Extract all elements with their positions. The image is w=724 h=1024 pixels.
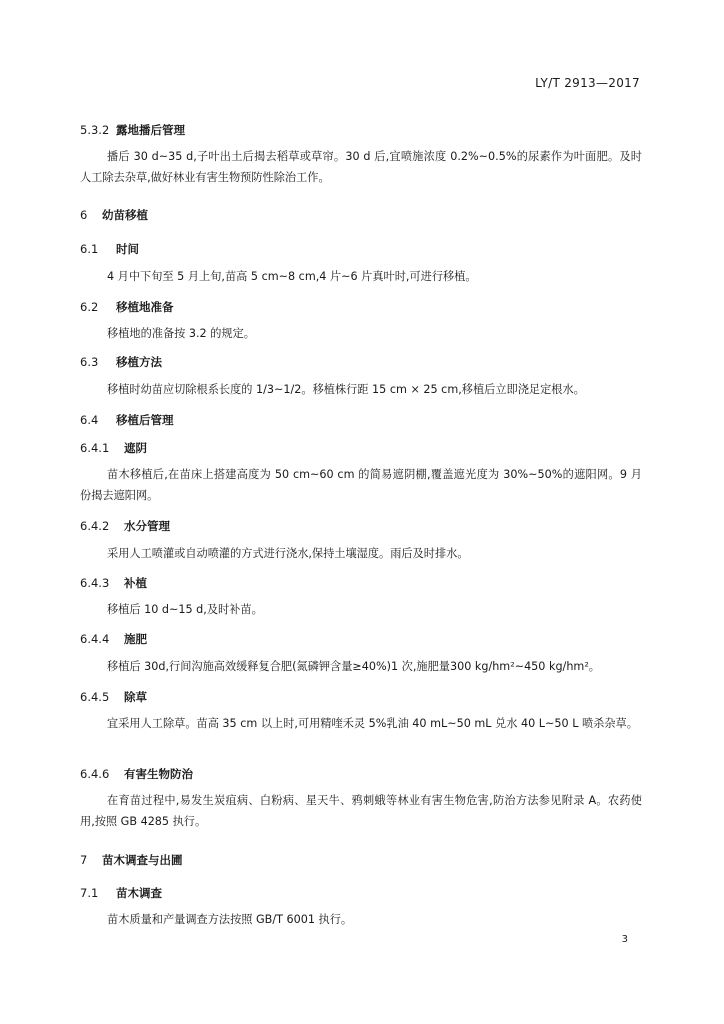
paragraph-5-3-2: 播后 30 d~35 d,子叶出土后揭去稻草或草帘。30 d 后,宜喷施浓度 0.2%~0.5%的尿素作为叶面肥。及时人工除去杂草,做好林业有害生物预防性除治工作。 [80, 150, 642, 184]
heading-6-4-2: 6.4.2 水分管理 [80, 519, 170, 533]
paragraph-6-4-1: 苗木移植后,在苗床上搭建高度为 50 cm~60 cm 的简易遮阴棚,覆盖遮光度为 30%~50%的遮阳网。9 月份揭去遮阳网。 [80, 468, 642, 502]
heading-6-1: 6.1 时间 [80, 242, 139, 256]
heading-7-1: 7.1 苗木调查 [80, 886, 162, 900]
heading-7: 7 苗木调查与出圃 [80, 853, 183, 867]
heading-6-4-1: 6.4.1 遮阴 [80, 441, 147, 455]
standard-code: LY/T 2913—2017 [535, 76, 640, 90]
heading-6-4-3: 6.4.3 补植 [80, 576, 147, 590]
heading-6-4-4: 6.4.4 施肥 [80, 632, 147, 646]
heading-5-3-2: 5.3.2 露地播后管理 [80, 123, 185, 137]
paragraph-6-1: 4 月中下旬至 5 月上旬,苗高 5 cm~8 cm,4 片~6 片真叶时,可进行移植。 [107, 270, 477, 283]
heading-6-4: 6.4 移植后管理 [80, 413, 174, 427]
heading-6-2: 6.2 移植地准备 [80, 300, 174, 314]
paragraph-6-4-2: 采用人工喷灌或自动喷灌的方式进行浇水,保持土壤湿度。雨后及时排水。 [107, 547, 469, 560]
heading-6-4-6: 6.4.6 有害生物防治 [80, 767, 193, 781]
paragraph-6-4-3: 移植后 10 d~15 d,及时补苗。 [107, 603, 263, 616]
paragraph-6-2: 移植地的准备按 3.2 的规定。 [107, 327, 255, 340]
heading-6-4-5: 6.4.5 除草 [80, 690, 147, 704]
paragraph-6-3: 移植时幼苗应切除根系长度的 1/3~1/2。移植株行距 15 cm × 25 cm,移植后立即浇足定根水。 [107, 383, 585, 396]
paragraph-6-4-6: 在育苗过程中,易发生炭疽病、白粉病、星天牛、鸦刺蛾等林业有害生物危害,防治方法参见附录 A。农药使用,按照 GB 4285 执行。 [80, 794, 642, 828]
paragraph-6-4-4: 移植后 30d,行间沟施高效缓释复合肥(氮磷钾含量≥40%)1 次,施肥量300 kg/hm²~450 kg/hm²。 [107, 660, 600, 673]
paragraph-7-1: 苗木质量和产量调查方法按照 GB/T 6001 执行。 [107, 913, 353, 926]
paragraph-6-4-5: 宜采用人工除草。苗高 35 cm 以上时,可用精喹禾灵 5%乳油 40 mL~50 mL 兑水 40 L~50 L 喷杀杂草。 [107, 717, 638, 730]
heading-6: 6 幼苗移植 [80, 208, 148, 222]
page-number: 3 [621, 934, 628, 945]
heading-6-3: 6.3 移植方法 [80, 355, 162, 369]
